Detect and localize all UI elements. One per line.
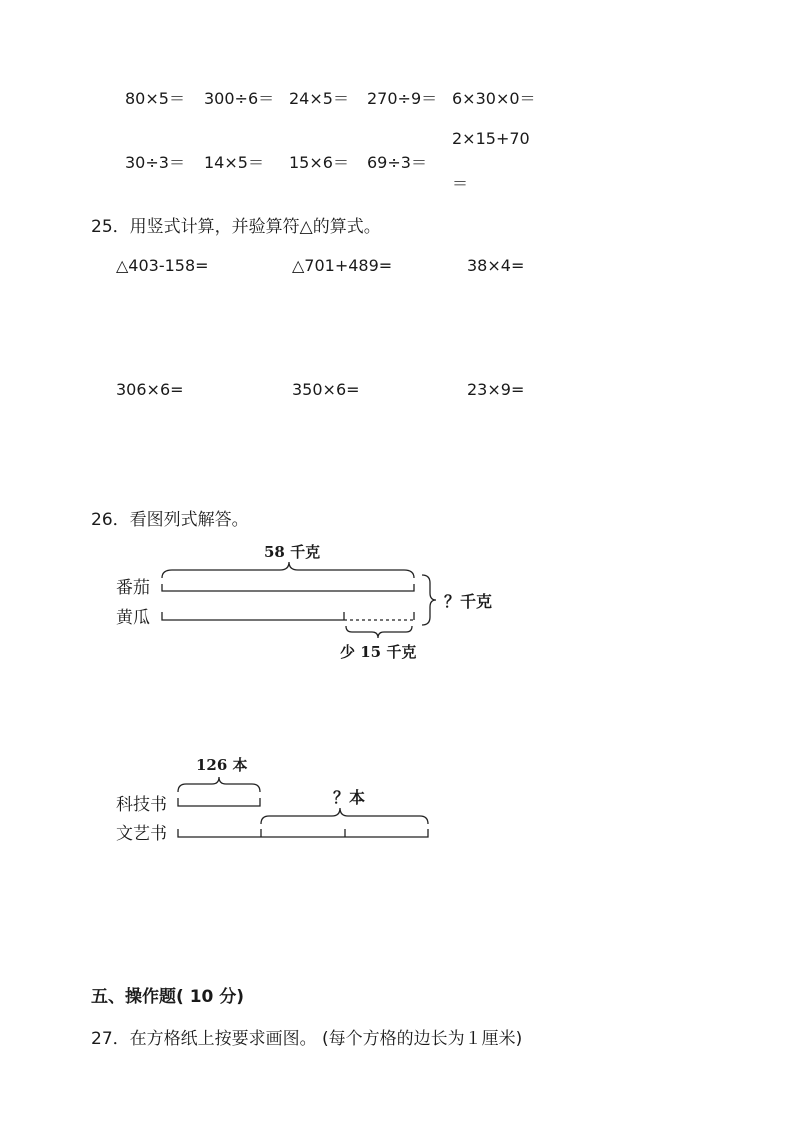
oral-calc-5: 6×30×0＝ [452, 89, 536, 108]
oral-calc-1: 80×5＝ [125, 89, 185, 108]
sum-brace [422, 575, 436, 625]
q25-item-4: 306×6= [116, 380, 184, 399]
total-brace [162, 562, 414, 578]
oral-calc-7: 14×5＝ [204, 153, 264, 172]
part-label: 126 本 [196, 756, 248, 774]
oral-calc-10-expr: 2×15+70 [452, 129, 530, 148]
difference-brace [346, 626, 412, 638]
q27-title: 27．在方格纸上按要求画图。 (每个方格的边长为１厘米) [91, 1029, 523, 1049]
tomato-bar [162, 584, 414, 591]
literature-bar [178, 829, 428, 837]
oral-calc-10-eq: ＝ [452, 174, 469, 193]
oral-calc-3: 24×5＝ [289, 89, 349, 108]
oral-calc-9: 69÷3＝ [367, 153, 427, 172]
science-book-label: 科技书 [116, 795, 167, 815]
cucumber-label: 黄瓜 [116, 608, 150, 628]
difference-label: 少 15 千克 [340, 643, 417, 661]
q26-title: 26．看图列式解答。 [91, 510, 249, 530]
part-brace [178, 777, 260, 792]
oral-calc-4: 270÷9＝ [367, 89, 438, 108]
total-label: 58 千克 [264, 543, 321, 561]
q25-item-5: 350×6= [292, 380, 360, 399]
q25-item-3: 38×4= [467, 256, 525, 275]
science-bar [178, 798, 260, 806]
tomato-label: 番茄 [116, 578, 150, 598]
cucumber-bar [162, 612, 344, 620]
oral-calc-2: 300÷6＝ [204, 89, 275, 108]
books-question-label: ？本 [333, 788, 366, 807]
q25-item-1: △403-158= [116, 256, 209, 275]
oral-calc-8: 15×6＝ [289, 153, 349, 172]
q25-item-2: △701+489= [292, 256, 393, 275]
sum-question-label: ？千克 [444, 592, 493, 611]
question-brace [261, 808, 428, 824]
literature-book-label: 文艺书 [116, 824, 167, 844]
section-title: 五、操作题( 10 分) [91, 987, 245, 1007]
q25-title: 25．用竖式计算，并验算符△的算式。 [91, 217, 381, 237]
q25-item-6: 23×9= [467, 380, 525, 399]
oral-calc-6: 30÷3＝ [125, 153, 185, 172]
